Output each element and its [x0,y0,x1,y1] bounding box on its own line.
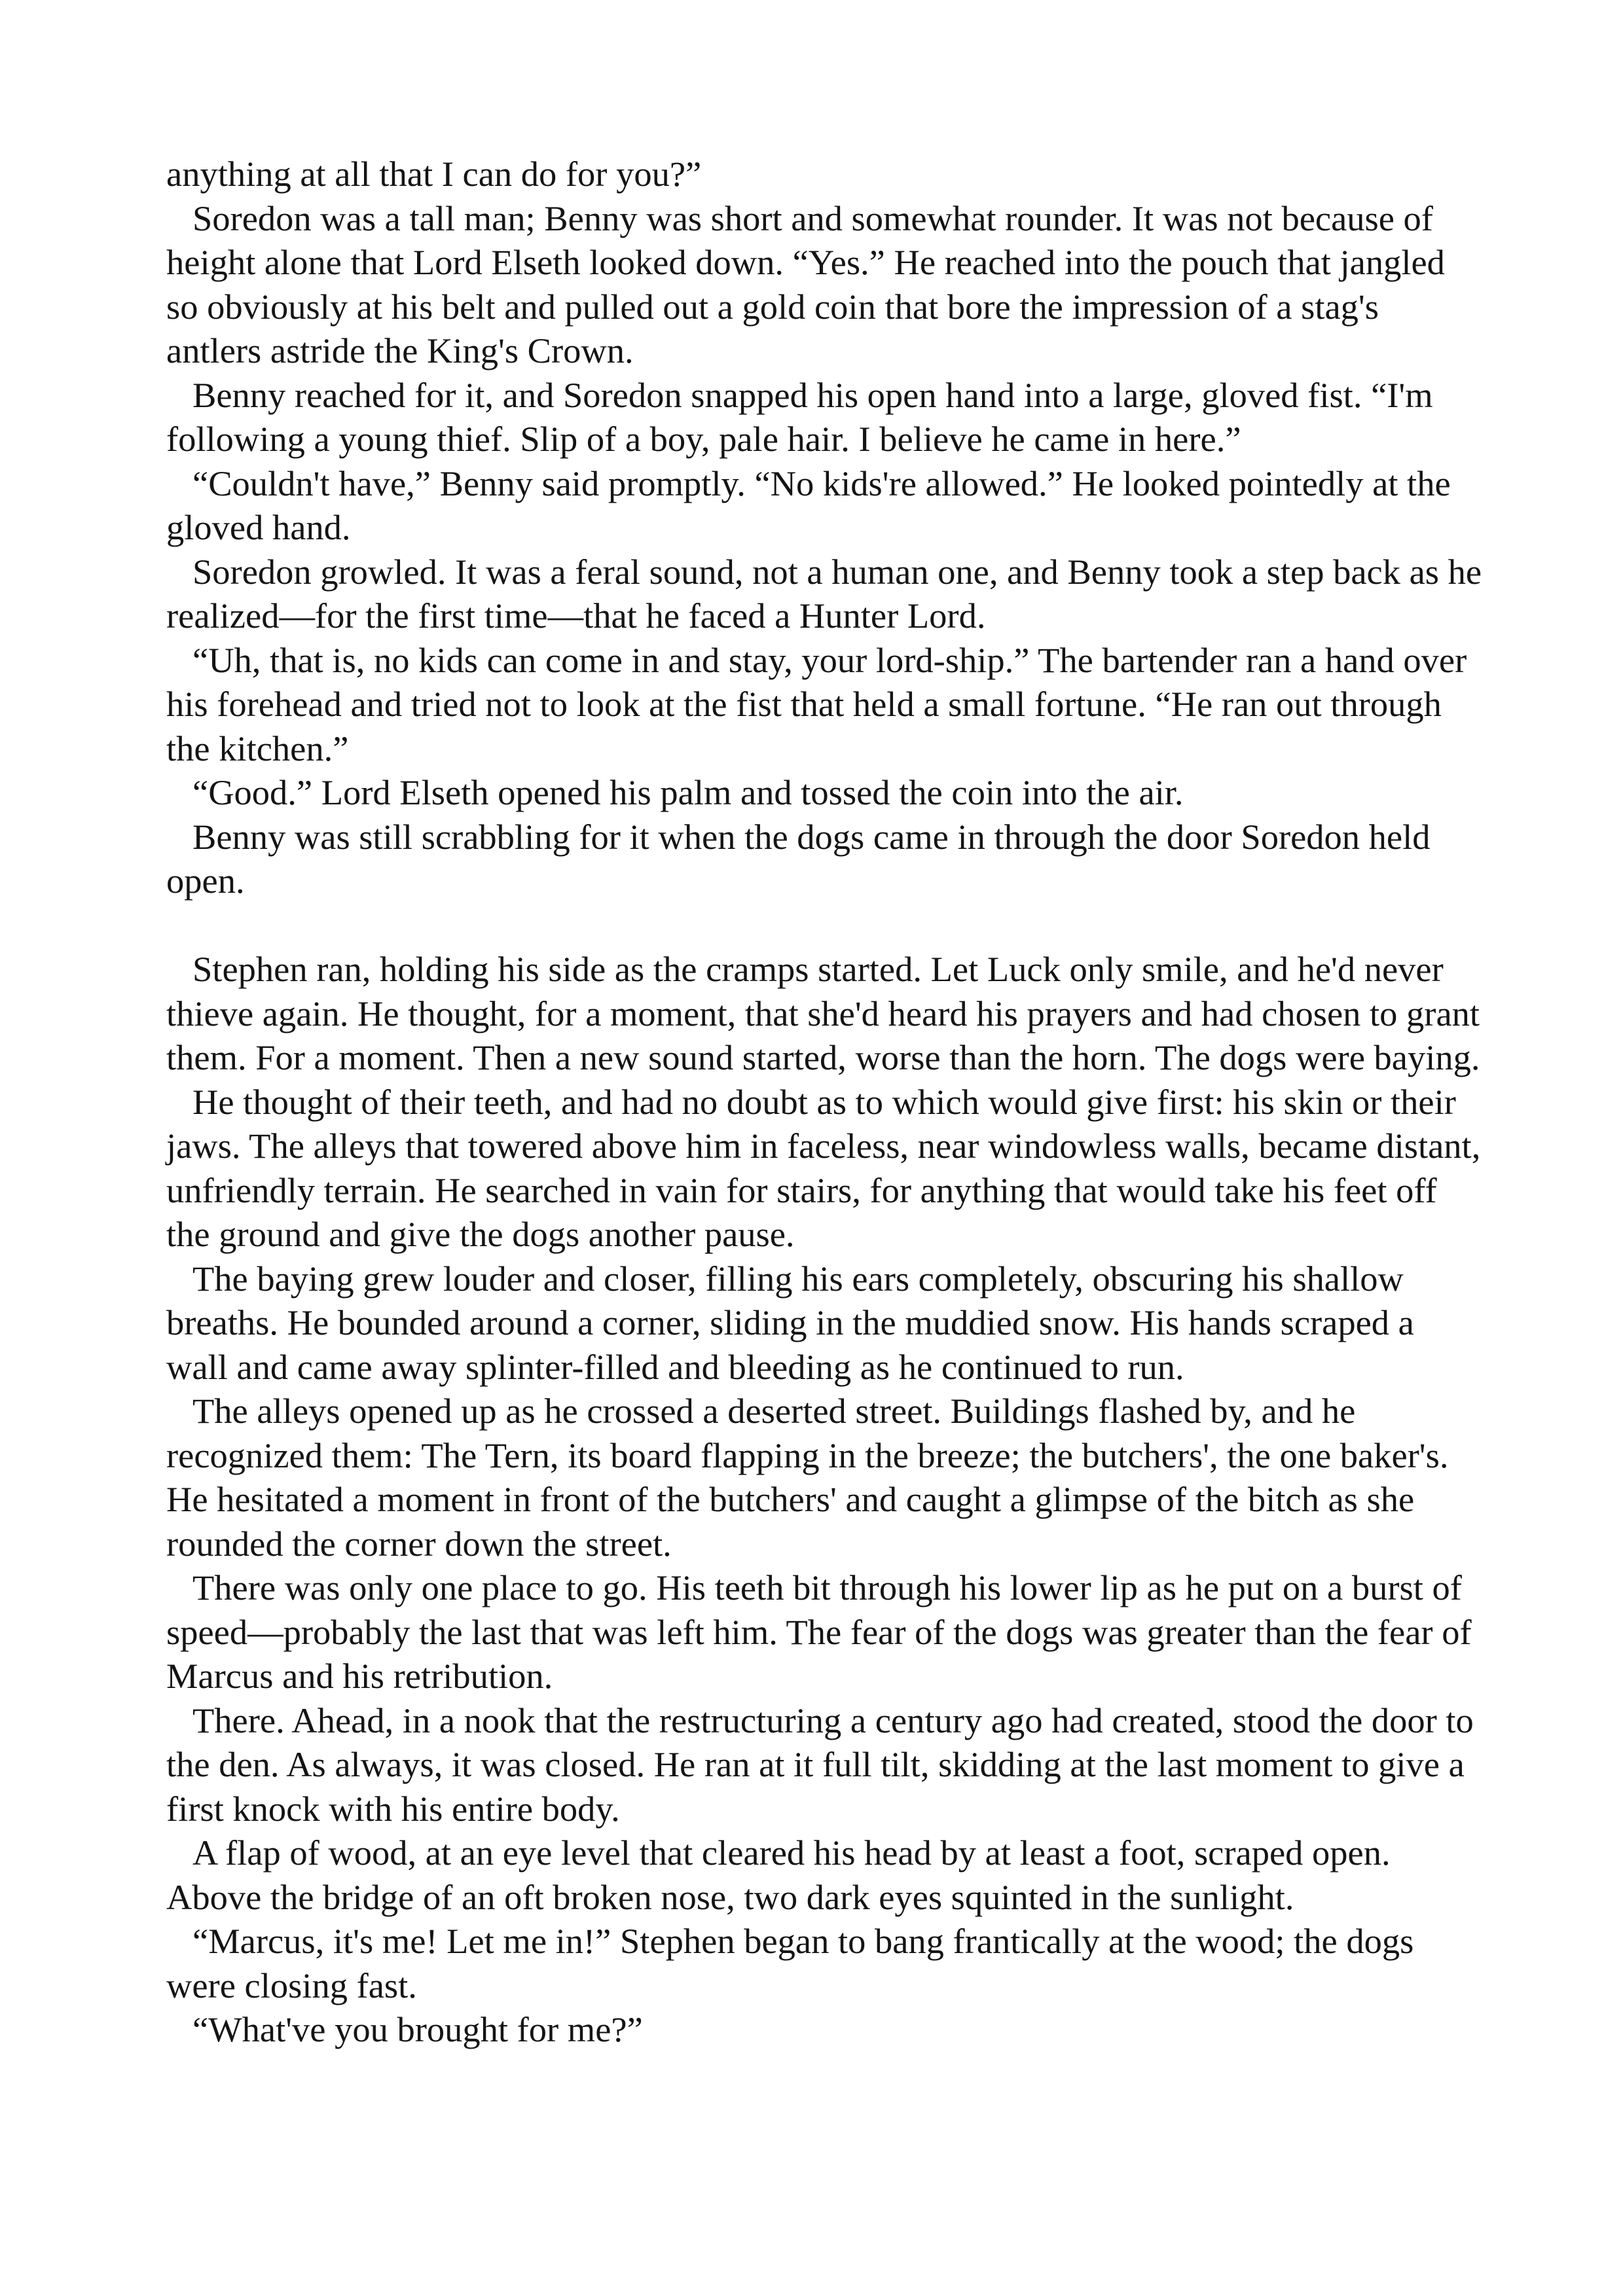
paragraph: There. Ahead, in a nook that the restructuring a century ago had created, stood the door to the den. As always, it was closed. He ran at it full tilt, skidding at the last moment to give a first knock with his entire body. [166,1700,1474,1829]
paragraph: Soredon growled. It was a feral sound, not a human one, and Benny took a step back as he realized—for the first time—that he faced a Hunter Lord. [166,551,1482,636]
scene-break [166,903,1482,948]
paragraph: “Couldn't have,” Benny said promptly. “No kids're allowed.” He looked pointedly at the gloved hand. [166,463,1451,547]
paragraph: Benny reached for it, and Soredon snapped his open hand into a large, gloved fist. “I'm following a young thief. Slip of a boy, pale hair. I believe he came in here.” [166,374,1433,459]
paragraph: Stephen ran, holding his side as the cramps started. Let Luck only smile, and he'd never thieve again. He thought, for a moment, that she'd heard his prayers and had chosen to grant them. For a moment. Then a new sound started, worse than the horn. The dogs were baying. [166,949,1480,1077]
paragraph: “Uh, that is, no kids can come in and stay, your lord-ship.” The bartender ran a hand over his forehead and tried not to look at the fist that held a small fortune. “He ran out through the kitchen.” [166,639,1467,768]
paragraph: Benny was still scrabbling for it when the dogs came in through the door Soredon held open. [166,816,1431,901]
paragraph: “What've you brought for me?” [192,2009,643,2049]
paragraph: A flap of wood, at an eye level that cleared his head by at least a foot, scraped open. Above the bridge of an oft broken nose, two dark eyes squinted in the sunlight. [166,1833,1391,1917]
book-page [166,152,1482,2052]
paragraph: anything at all that I can do for you?” [166,154,702,194]
paragraph: “Good.” Lord Elseth opened his palm and tossed the coin into the air. [192,772,1184,812]
paragraph: Soredon was a tall man; Benny was short and somewhat rounder. It was not because of height alone that Lord Elseth looked down. “Yes.” He reached into the pouch that jangled so obviously at his belt and pulled out a gold coin that bore the impression of a stag's antlers astride the King's Crown. [166,198,1445,370]
paragraph: The baying grew louder and closer, filling his ears completely, obscuring his shallow breaths. He bounded around a corner, sliding in the muddied snow. His hands scraped a wall and came away splinter-filled and bleeding as he continued to run. [166,1258,1414,1387]
paragraph: There was only one place to go. His teeth bit through his lower lip as he put on a burst of speed—probably the last that was left him. The fear of the dogs was greater than the fear of Marcus and his retribution. [166,1568,1472,1696]
paragraph: He thought of their teeth, and had no doubt as to which would give first: his skin or their jaws. The alleys that towered above him in faceless, near windowless walls, became distant, unfriendly terrain. He searched in vain for stairs, for anything that would take his feet off the ground and give the dogs another pause. [166,1081,1481,1254]
paragraph: “Marcus, it's me! Let me in!” Stephen began to bang frantically at the wood; the dogs were closing fast. [166,1921,1414,2005]
paragraph: The alleys opened up as he crossed a deserted street. Buildings flashed by, and he recognized them: The Tern, its board flapping in the breeze; the butchers', the one baker's. He hesitated a moment in front of the butchers' and caught a glimpse of the bitch as she rounded the corner down the street. [166,1391,1449,1564]
